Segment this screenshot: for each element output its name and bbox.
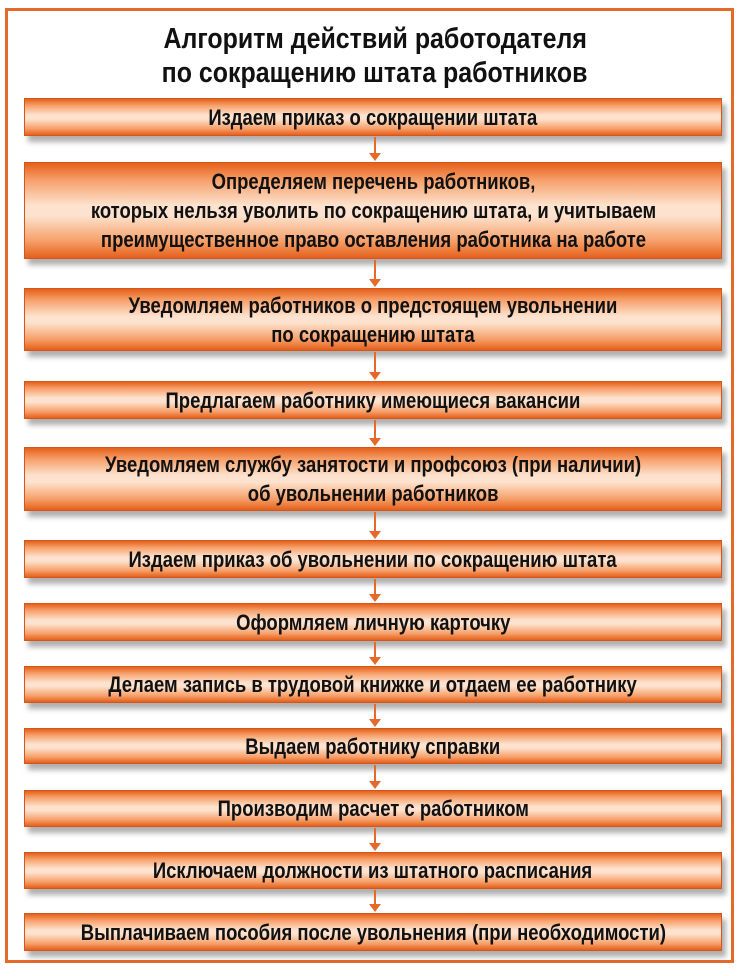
arrow-down-icon xyxy=(372,420,378,446)
arrow-down-icon xyxy=(372,642,378,665)
arrow-down-icon xyxy=(372,828,378,851)
step-text: Исключаем должности из штатного расписания xyxy=(153,858,593,883)
arrow-down-icon xyxy=(372,765,378,789)
step-2 xyxy=(24,162,722,259)
arrow-down-icon xyxy=(372,579,378,602)
step-12 xyxy=(24,913,722,951)
step-text: Издаем приказ об увольнении по сокращению штата xyxy=(128,546,618,572)
step-10 xyxy=(24,790,722,827)
step-text: Производим расчет с работником xyxy=(217,796,529,821)
step-11 xyxy=(24,852,722,889)
step-text: Оформляем личную карточку xyxy=(235,609,511,635)
arrow-down-icon xyxy=(372,704,378,727)
step-text: Делаем запись в трудовой книжке и отдаем ее работнику xyxy=(108,672,638,697)
step-8 xyxy=(24,666,722,703)
step-4 xyxy=(24,381,722,419)
step-7 xyxy=(24,603,722,641)
title-line-2: по сокращению штата работников xyxy=(162,57,588,89)
diagram-title xyxy=(0,22,750,90)
step-9 xyxy=(24,728,722,764)
arrow-down-icon xyxy=(372,890,378,912)
title-line-1: Алгоритм действий работодателя xyxy=(163,23,587,55)
step-text: Предлагаем работнику имеющиеся вакансии xyxy=(165,387,581,413)
arrow-down-icon xyxy=(372,260,378,287)
step-text: Выдаем работнику справки xyxy=(245,733,501,759)
step-text: Уведомляем службу занятости и профсоюз (при наличии) об увольнении работников xyxy=(104,452,642,506)
step-6 xyxy=(24,540,722,578)
step-text: Издаем приказ о сокращении штата xyxy=(208,104,538,130)
step-3 xyxy=(24,288,722,351)
step-text: Определяем перечень работников, которых нельзя уволить по сокращению штата, и учитываем преимущественное право оставления работника на работе xyxy=(90,169,656,252)
arrow-down-icon xyxy=(372,352,378,380)
arrow-down-icon xyxy=(372,512,378,539)
step-text: Выплачиваем пособия после увольнения (при необходимости) xyxy=(80,919,666,945)
step-1 xyxy=(24,98,722,136)
step-5 xyxy=(24,447,722,511)
step-text: Уведомляем работников о предстоящем увольнении по сокращению штата xyxy=(128,292,618,347)
arrow-down-icon xyxy=(372,137,378,161)
